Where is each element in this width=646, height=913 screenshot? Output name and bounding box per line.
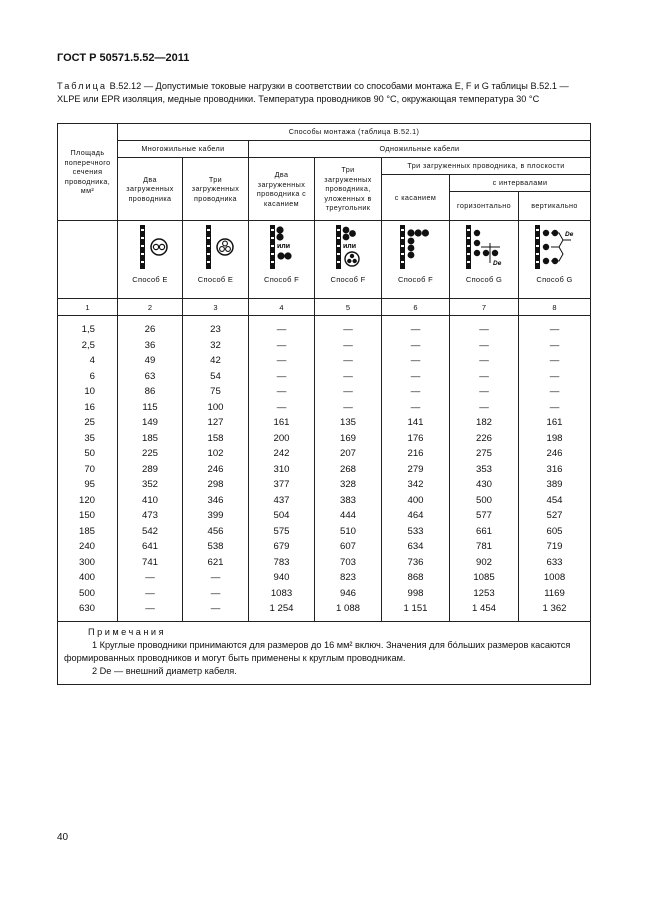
trefoil-cables-sketch-icon [328,223,368,271]
current-cell: 444 [315,508,382,524]
area-cell: 300 [58,555,118,571]
note-1: 1 Круглые проводники принимаются для размеров до 16 мм² включ. Значения для бóльших размеров касаются формированных проводников и могут быть применены к круглым проводникам. [64,639,571,663]
current-cell: — [183,586,249,602]
current-cell: 246 [519,446,591,462]
current-cell: — [519,369,591,385]
current-cell: 1008 [519,570,591,586]
area-header: Площадь поперечного сечения проводника, мм² [58,124,118,221]
current-cell: — [382,316,450,338]
current-cell: — [315,369,382,385]
three-flat-spaced-horizontal-sketch-icon [462,223,506,271]
current-cell: 182 [450,415,519,431]
area-cell: 50 [58,446,118,462]
current-cell: — [450,384,519,400]
current-cell: 75 [183,384,249,400]
current-cell: 456 [183,524,249,540]
current-cell: 575 [249,524,315,540]
table-row [58,570,591,586]
notes-cell [58,621,591,684]
current-cell: 1 254 [249,601,315,621]
column-numbers-row [58,299,591,316]
spaced-header: с интервалами [450,175,591,192]
area-cell: 400 [58,570,118,586]
touching-header: с касанием [382,175,450,221]
document-code: ГОСТ Р 50571.5.52—2011 [57,52,190,64]
table-caption [57,80,589,106]
current-cell: — [249,369,315,385]
area-cell: 185 [58,524,118,540]
current-cell: — [450,353,519,369]
area-cell: 240 [58,539,118,555]
vertical-header: вертикально [519,192,591,221]
current-cell: — [315,338,382,354]
current-cell: 634 [382,539,450,555]
current-cell: 352 [118,477,183,493]
current-cell: 542 [118,524,183,540]
area-cell: 630 [58,601,118,621]
current-cell: 26 [118,316,183,338]
de-label: Dе [493,260,502,267]
column-number: 7 [450,299,519,316]
de-label: Dе [564,231,573,238]
current-cell: 538 [183,539,249,555]
current-cell: 158 [183,431,249,447]
ampacity-table-wrapper [57,123,590,685]
current-cell: 1 151 [382,601,450,621]
current-cell: 115 [118,400,183,416]
area-cell: 6 [58,369,118,385]
current-cell: 200 [249,431,315,447]
sketch-cell-method-e-3 [183,221,249,299]
current-cell: 49 [118,353,183,369]
current-cell: 621 [183,555,249,571]
current-cell: — [118,570,183,586]
current-cell: — [249,316,315,338]
table-row [58,353,591,369]
current-cell: 198 [519,431,591,447]
table-row [58,415,591,431]
current-cell: 328 [315,477,382,493]
column-number: 4 [249,299,315,316]
three-flat-touching-sketch-icon [396,223,436,271]
two-core-cable-sketch-icon [130,223,170,271]
current-cell: 63 [118,369,183,385]
current-cell: 1083 [249,586,315,602]
col-three-trefoil-header: Три загруженных проводника, уложенных в треугольник [315,158,382,221]
sketch-cell-area [58,221,118,299]
current-cell: — [450,400,519,416]
current-cell: 946 [315,586,382,602]
sketch-cell-method-g-horizontal [450,221,519,299]
current-cell: 225 [118,446,183,462]
table-row [58,446,591,462]
current-cell: 102 [183,446,249,462]
area-cell: 500 [58,586,118,602]
current-cell: 275 [450,446,519,462]
current-cell: 346 [183,493,249,509]
current-cell: 23 [183,316,249,338]
area-cell: 16 [58,400,118,416]
three-flat-spaced-vertical-sketch-icon [531,223,579,271]
table-row [58,338,591,354]
current-cell: 661 [450,524,519,540]
current-cell: 161 [249,415,315,431]
column-number: 2 [118,299,183,316]
current-cell: 141 [382,415,450,431]
current-cell: 289 [118,462,183,478]
current-cell: 353 [450,462,519,478]
current-cell: 940 [249,570,315,586]
current-cell: 719 [519,539,591,555]
current-cell: 410 [118,493,183,509]
current-cell: — [249,400,315,416]
sketch-cell-method-g-vertical [519,221,591,299]
current-cell: 868 [382,570,450,586]
current-cell: 377 [249,477,315,493]
table-body [58,316,591,622]
current-cell: 454 [519,493,591,509]
current-cell: 781 [450,539,519,555]
current-cell: 400 [382,493,450,509]
current-cell: 226 [450,431,519,447]
current-cell: 1253 [450,586,519,602]
sketch-cell-method-f-trefoil [315,221,382,299]
area-cell: 10 [58,384,118,400]
caption-label: Таблица [57,81,108,91]
table-row [58,369,591,385]
sketch-cell-method-f-flat [382,221,450,299]
current-cell: 527 [519,508,591,524]
current-cell: 605 [519,524,591,540]
current-cell: 176 [382,431,450,447]
multicore-header: Многожильные кабели [118,141,249,158]
col-two-loaded-header: Два загруженных проводника [118,158,183,221]
or-label: или [276,243,290,250]
area-cell: 70 [58,462,118,478]
current-cell: 54 [183,369,249,385]
table-row [58,316,591,338]
current-cell: 383 [315,493,382,509]
current-cell: 1085 [450,570,519,586]
notes-title: Примечания [88,626,167,637]
page-number: 40 [57,832,69,843]
current-cell: — [382,369,450,385]
current-cell: 504 [249,508,315,524]
column-number: 8 [519,299,591,316]
sketch-cell-method-f-touching [249,221,315,299]
area-cell: 25 [58,415,118,431]
current-cell: 242 [249,446,315,462]
method-label: Способ E [197,275,234,284]
current-cell: — [118,601,183,621]
method-label: Способ G [465,275,503,284]
current-cell: 641 [118,539,183,555]
current-cell: — [183,570,249,586]
current-cell: — [249,384,315,400]
current-cell: — [249,353,315,369]
table-row [58,601,591,621]
current-cell: 310 [249,462,315,478]
method-label: Способ G [536,275,573,284]
method-label: Способ F [330,275,366,284]
current-cell: 1 454 [450,601,519,621]
current-cell: 902 [450,555,519,571]
current-cell: 533 [382,524,450,540]
area-cell: 35 [58,431,118,447]
current-cell: — [519,353,591,369]
current-cell: 736 [382,555,450,571]
current-cell: 1 362 [519,601,591,621]
current-cell: 169 [315,431,382,447]
current-cell: 679 [249,539,315,555]
current-cell: 473 [118,508,183,524]
or-label: или [343,243,357,250]
horizontal-header: горизонтально [450,192,519,221]
current-cell: 399 [183,508,249,524]
current-cell: 42 [183,353,249,369]
current-cell: 510 [315,524,382,540]
current-cell: 633 [519,555,591,571]
current-cell: — [382,338,450,354]
current-cell: — [315,316,382,338]
column-number: 1 [58,299,118,316]
area-cell: 120 [58,493,118,509]
current-cell: 246 [183,462,249,478]
table-row [58,493,591,509]
current-cell: — [519,316,591,338]
current-cell: — [382,353,450,369]
current-cell: 316 [519,462,591,478]
current-cell: 464 [382,508,450,524]
table-row [58,508,591,524]
current-cell: 185 [118,431,183,447]
area-cell: 1,5 [58,316,118,338]
current-cell: 741 [118,555,183,571]
method-label: Способ E [132,275,168,284]
column-number: 3 [183,299,249,316]
current-cell: 342 [382,477,450,493]
three-core-cable-sketch-icon [196,223,236,271]
column-number: 5 [315,299,382,316]
current-cell: — [118,586,183,602]
current-cell: 279 [382,462,450,478]
current-cell: 32 [183,338,249,354]
current-cell: 389 [519,477,591,493]
current-cell: 430 [450,477,519,493]
current-cell: — [450,369,519,385]
current-cell: 437 [249,493,315,509]
caption-text: В.52.12 — Допустимые токовые нагрузки в соответствии со способами монтажа E, F и G таблицы В.52.1 — XLPE или EPR изоляция, медные проводники. Температура проводников 90 °С, окружающая температура 30 °С [57,81,569,104]
area-cell: 4 [58,353,118,369]
area-cell: 150 [58,508,118,524]
current-cell: — [315,400,382,416]
area-cell: 95 [58,477,118,493]
current-cell: — [382,400,450,416]
current-cell: — [315,353,382,369]
table-row [58,586,591,602]
table-row [58,462,591,478]
current-cell: 823 [315,570,382,586]
method-label: Способ F [263,275,299,284]
sketch-cell-method-e-2 [118,221,183,299]
table-row [58,400,591,416]
col-three-loaded-header: Три загруженных проводника [183,158,249,221]
methods-header: Способы монтажа (таблица В.52.1) [118,124,591,141]
current-cell: 127 [183,415,249,431]
current-cell: 149 [118,415,183,431]
two-single-core-touching-sketch-icon [262,223,302,271]
current-cell: 783 [249,555,315,571]
current-cell: 703 [315,555,382,571]
ampacity-table [57,123,591,685]
column-number: 6 [382,299,450,316]
current-cell: 135 [315,415,382,431]
current-cell: 1169 [519,586,591,602]
singlecore-header: Одножильные кабели [249,141,591,158]
current-cell: — [183,601,249,621]
current-cell: 100 [183,400,249,416]
current-cell: — [249,338,315,354]
current-cell: 216 [382,446,450,462]
current-cell: 86 [118,384,183,400]
current-cell: — [450,338,519,354]
flat-header: Три загруженных проводника, в плоскости [382,158,591,175]
current-cell: 298 [183,477,249,493]
current-cell: — [519,338,591,354]
current-cell: 577 [450,508,519,524]
current-cell: 161 [519,415,591,431]
table-row [58,431,591,447]
table-row [58,524,591,540]
current-cell: 998 [382,586,450,602]
table-row [58,477,591,493]
col-two-touching-header: Два загруженных проводника с касанием [249,158,315,221]
current-cell: — [519,400,591,416]
table-row [58,384,591,400]
current-cell: — [315,384,382,400]
current-cell: 36 [118,338,183,354]
current-cell: 268 [315,462,382,478]
method-label: Способ F [397,275,433,284]
current-cell: — [450,316,519,338]
current-cell: 500 [450,493,519,509]
table-row [58,539,591,555]
current-cell: 207 [315,446,382,462]
notes-row [58,621,591,684]
table-row [58,555,591,571]
note-2: 2 Dе — внешний диаметр кабеля. [92,665,237,676]
current-cell: 607 [315,539,382,555]
current-cell: — [519,384,591,400]
current-cell: — [382,384,450,400]
current-cell: 1 088 [315,601,382,621]
area-cell: 2,5 [58,338,118,354]
